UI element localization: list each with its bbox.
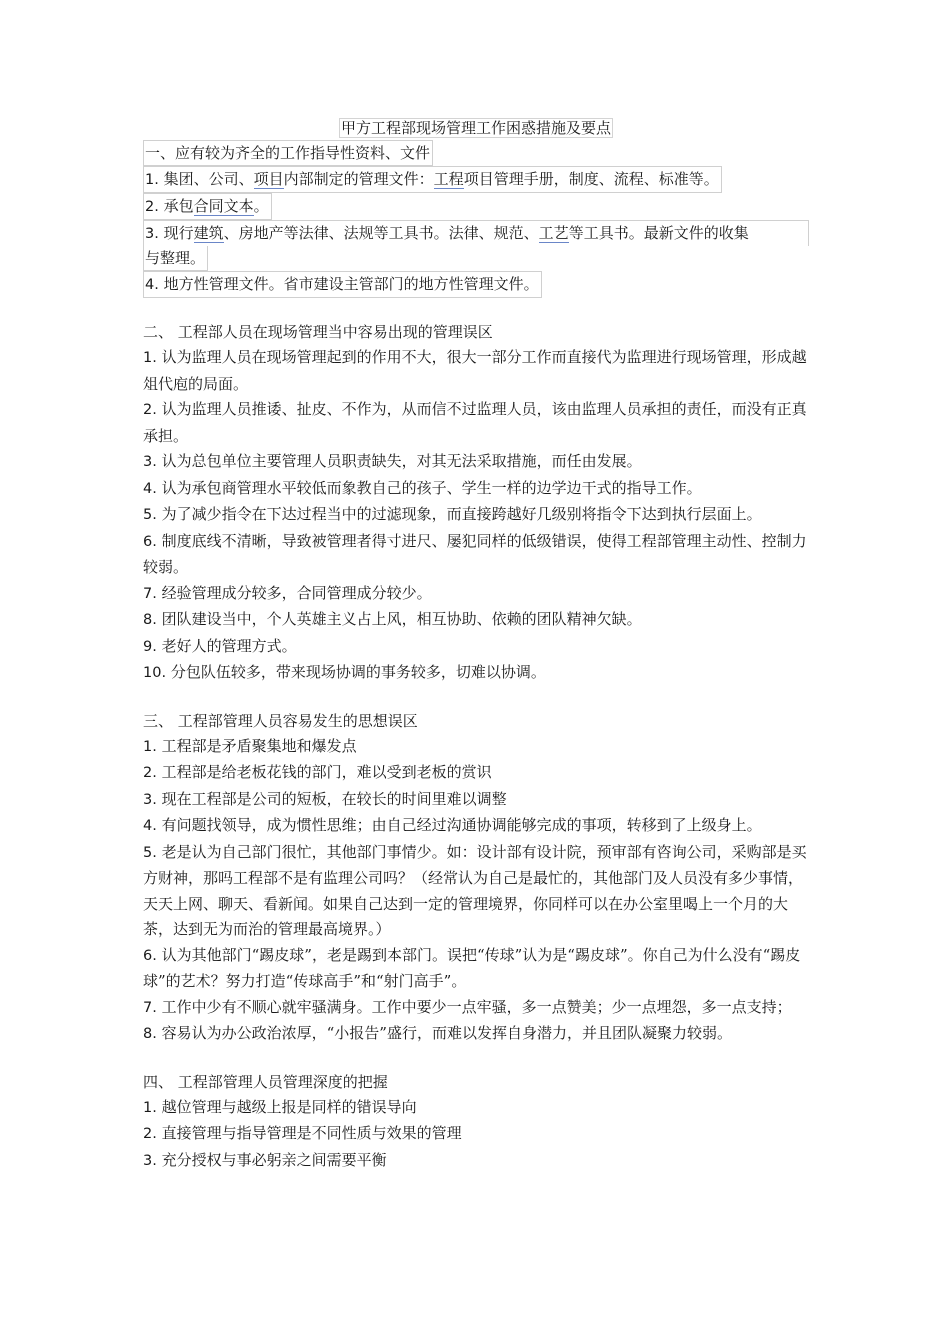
section-4 xyxy=(143,1070,809,1175)
section-2-item: 3. 认为总包单位主要管理人员职责缺失，对其无法采取措施，而任由发展。 xyxy=(143,452,642,470)
section-2-item: 7. 经验管理成分较多，合同管理成分较少。 xyxy=(143,583,432,602)
section-2-item: 10. 分包队伍较多，带来现场协调的事务较多，切难以协调。 xyxy=(143,663,546,681)
section-3-item: 8. 容易认为办公政治浓厚，“小报告”盛行，而难以发挥自身潜力，并且团队凝聚力较弱。 xyxy=(143,1024,732,1042)
section-1-item-2: 2. 承包合同文本。 xyxy=(143,193,272,220)
section-4-heading: 四、 工程部管理人员管理深度的把握 xyxy=(143,1072,388,1091)
section-3-item: 1. 工程部是矛盾聚集地和爆发点 xyxy=(143,736,357,755)
section-2-heading: 二、 工程部人员在现场管理当中容易出现的管理误区 xyxy=(143,323,493,341)
section-1-item-3: 3. 现行建筑、房地产等法律、法规等工具书。法律、规范、工艺等工具书。最新文件的收集 xyxy=(143,220,809,246)
section-2-item: 6. 制度底线不清晰，导致被管理者得寸进尺、屡犯同样的低级错误，使得工程部管理主动性、控制力较弱。 xyxy=(143,531,807,576)
section-1-item-3-cont: 与整理。 xyxy=(143,246,208,271)
section-1-heading: 一、应有较为齐全的工作指导性资料、文件 xyxy=(143,140,433,166)
section-2-item: 1. 认为监理人员在现场管理起到的作用不大，很大一部分工作而直接代为监理进行现场管理，形成越俎代庖的局面。 xyxy=(143,348,807,393)
section-4-item: 2. 直接管理与指导管理是不同性质与效果的管理 xyxy=(143,1124,462,1142)
section-3-item: 6. 认为其他部门“踢皮球”，老是踢到本部门。误把“传球”认为是“踢皮球”。你自己为什么没有“踢皮球”的艺术？努力打造“传球高手”和“射门高手”。 xyxy=(143,945,801,990)
section-2-item: 9. 老好人的管理方式。 xyxy=(143,636,297,655)
section-3-item: 4. 有问题找领导，成为惯性思维；由自己经过沟通协调能够完成的事项，转移到了上级身上。 xyxy=(143,816,762,834)
section-2-item: 8. 团队建设当中，个人英雄主义占上风，相互协助、依赖的团队精神欠缺。 xyxy=(143,610,642,628)
section-1-item-1: 1. 集团、公司、项目内部制定的管理文件：工程项目管理手册，制度、流程、标准等。 xyxy=(143,166,722,193)
section-3-item: 3. 现在工程部是公司的短板，在较长的时间里难以调整 xyxy=(143,789,507,808)
section-3-item: 2. 工程部是给老板花钱的部门，难以受到老板的赏识 xyxy=(143,763,492,781)
section-4-item: 1. 越位管理与越级上报是同样的错误导向 xyxy=(143,1097,417,1116)
section-2-item: 4. 认为承包商管理水平较低而象教自己的孩子、学生一样的边学边干式的指导工作。 xyxy=(143,478,702,497)
document-body xyxy=(143,116,809,1174)
section-1-item-4: 4. 地方性管理文件。省市建设主管部门的地方性管理文件。 xyxy=(143,271,542,298)
section-1 xyxy=(143,140,809,298)
section-2-item: 5. 为了减少指令在下达过程当中的过滤现象，而直接跨越好几级别将指令下达到执行层面上。 xyxy=(143,505,762,523)
section-3 xyxy=(143,709,809,1048)
section-4-item: 3. 充分授权与事必躬亲之间需要平衡 xyxy=(143,1150,387,1169)
section-2 xyxy=(143,320,809,687)
section-3-item: 5. 老是认为自己部门很忙，其他部门事情少。如：设计部有设计院，预审部有咨询公司，采购部是买方财神，那吗工程部不是有监理公司吗？（经常认为自己是最忙的，其他部门及人员没有多少事情，天天上网、聊天、看新闻。如果自己达到一定的管理境界，你同样可以在办公室里喝上一个月的大茶，达到无为而治的管理最高境界。） xyxy=(143,842,807,938)
section-2-item: 2. 认为监理人员推诿、扯皮、不作为，从而信不过监理人员，该由监理人员承担的责任，而没有正真承担。 xyxy=(143,400,807,445)
document-title: 甲方工程部现场管理工作困惑措施及要点 xyxy=(340,119,611,137)
section-3-heading: 三、 工程部管理人员容易发生的思想误区 xyxy=(143,711,418,730)
section-3-item: 7. 工作中少有不顺心就牢骚满身。工作中要少一点牢骚，多一点赞美；少一点埋怨，多一点支持； xyxy=(143,997,792,1016)
